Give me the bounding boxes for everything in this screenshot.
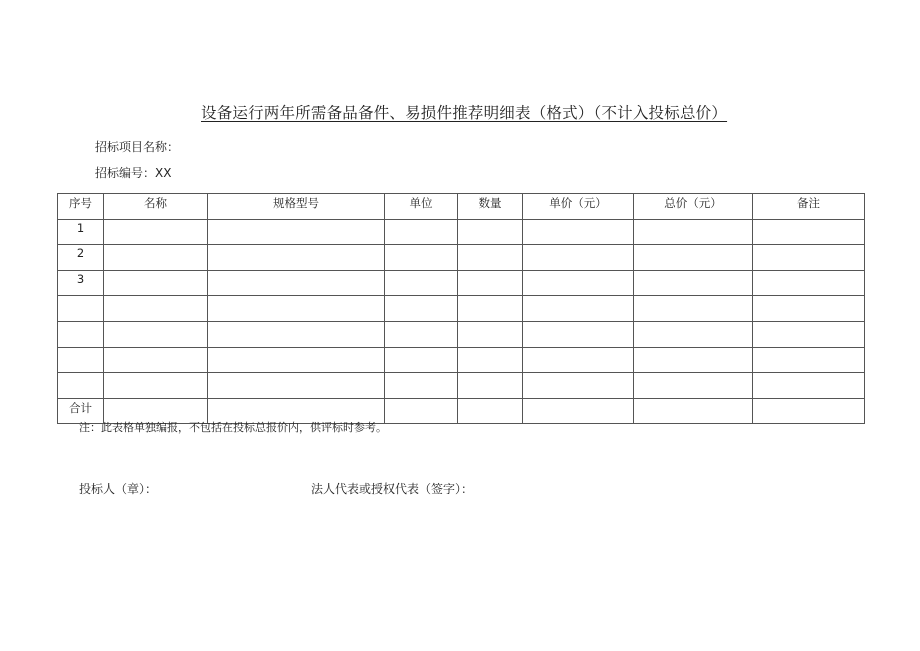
row-index [58,321,104,347]
cell-remarks[interactable] [753,270,865,296]
representative-signature-label: 法人代表或授权代表（签字）： [311,482,474,496]
cell-unit-price[interactable] [523,219,634,245]
cell-unit[interactable] [385,347,458,373]
cell-unit[interactable] [385,245,458,271]
cell-spec[interactable] [208,296,385,322]
cell-remarks[interactable] [753,398,865,424]
table-row [58,347,865,373]
cell-total-price[interactable] [634,296,753,322]
cell-quantity[interactable] [458,347,523,373]
cell-unit-price[interactable] [523,321,634,347]
cell-unit[interactable] [385,219,458,245]
cell-total-price[interactable] [634,347,753,373]
cell-unit-price[interactable] [523,296,634,322]
cell-quantity[interactable] [458,219,523,245]
row-index: 2 [58,245,104,271]
cell-remarks[interactable] [753,373,865,399]
cell-unit-price[interactable] [523,245,634,271]
cell-unit[interactable] [385,296,458,322]
cell-spec[interactable] [208,270,385,296]
bidder-seal-label: 投标人（章）： [79,482,158,496]
cell-spec[interactable] [208,347,385,373]
table-note: 注：此表格单独编报，不包括在投标总报价内，供评标时参考。 [79,421,387,434]
cell-remarks[interactable] [753,219,865,245]
row-index [58,347,104,373]
document-title: 设备运行两年所需备品备件、易损件推荐明细表（格式）（不计入投标总价） [201,104,728,122]
header-index: 序号 [58,194,104,220]
table-row [58,270,865,296]
cell-quantity[interactable] [458,398,523,424]
cell-quantity[interactable] [458,321,523,347]
row-index: 3 [58,270,104,296]
header-quantity: 数量 [458,194,523,220]
project-name-label: 招标项目名称： [95,140,180,154]
cell-remarks[interactable] [753,321,865,347]
tender-number-label: 招标编号：XX [95,166,172,180]
cell-spec[interactable] [208,321,385,347]
cell-unit-price[interactable] [523,373,634,399]
cell-unit-price[interactable] [523,398,634,424]
table-row [58,219,865,245]
cell-total-price[interactable] [634,219,753,245]
table-header-row [58,194,865,220]
cell-name[interactable] [104,296,208,322]
cell-name[interactable] [104,245,208,271]
cell-spec[interactable] [208,219,385,245]
header-total-price: 总价（元） [634,194,753,220]
header-unit-price: 单价（元） [523,194,634,220]
total-label: 合计 [58,398,104,424]
cell-total-price[interactable] [634,373,753,399]
cell-total-price[interactable] [634,245,753,271]
cell-name[interactable] [104,270,208,296]
cell-remarks[interactable] [753,296,865,322]
cell-unit[interactable] [385,321,458,347]
table-row [58,245,865,271]
spare-parts-table [57,193,865,424]
cell-total-price[interactable] [634,321,753,347]
header-spec: 规格型号 [208,194,385,220]
cell-spec[interactable] [208,245,385,271]
table-row [58,321,865,347]
cell-name[interactable] [104,373,208,399]
cell-name[interactable] [104,219,208,245]
table-row [58,373,865,399]
cell-spec[interactable] [208,373,385,399]
cell-name[interactable] [104,321,208,347]
row-index [58,296,104,322]
header-unit: 单位 [385,194,458,220]
cell-remarks[interactable] [753,245,865,271]
cell-quantity[interactable] [458,373,523,399]
cell-unit[interactable] [385,373,458,399]
cell-name[interactable] [104,347,208,373]
cell-unit[interactable] [385,398,458,424]
cell-unit-price[interactable] [523,270,634,296]
cell-unit-price[interactable] [523,347,634,373]
cell-quantity[interactable] [458,245,523,271]
table-row [58,296,865,322]
header-name: 名称 [104,194,208,220]
cell-total-price[interactable] [634,270,753,296]
row-index: 1 [58,219,104,245]
header-remarks: 备注 [753,194,865,220]
cell-total-price[interactable] [634,398,753,424]
cell-remarks[interactable] [753,347,865,373]
cell-quantity[interactable] [458,296,523,322]
cell-unit[interactable] [385,270,458,296]
cell-quantity[interactable] [458,270,523,296]
row-index [58,373,104,399]
